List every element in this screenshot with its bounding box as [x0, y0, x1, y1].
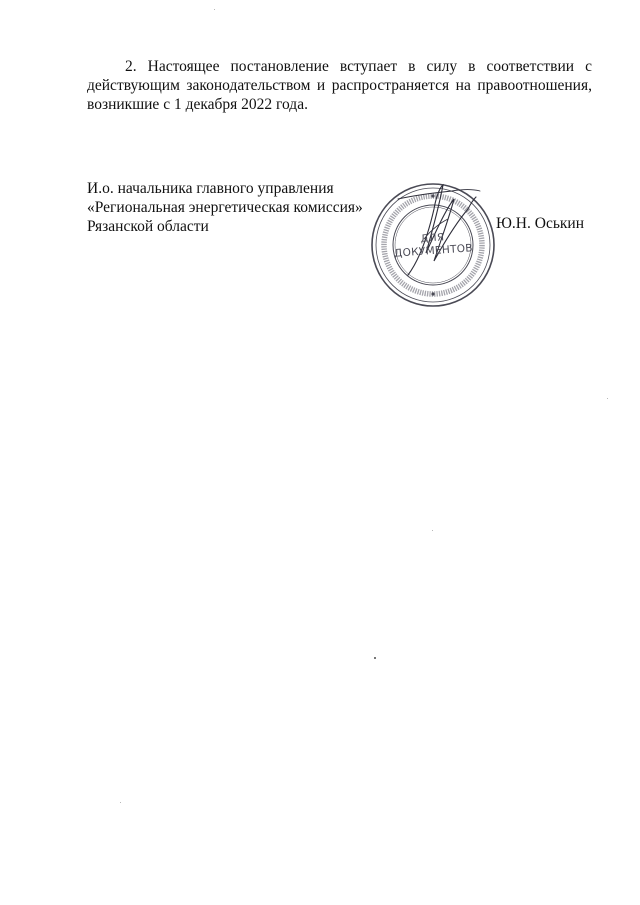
- signatory-position: [87, 179, 363, 236]
- seal-text-line-1: ДЛЯ: [420, 231, 445, 245]
- position-line-2: «Региональная энергетическая комиссия»: [87, 199, 363, 216]
- scan-artifact: [120, 802, 121, 803]
- seal-text-line-2: ДОКУМЕНТОВ: [393, 241, 474, 260]
- resolution-paragraph: 2. Настоящее постановление вступает в силу в соответствии с действующим законодательством и распространяется на правоотношения, возникшие с 1 декабря 2022 года.: [87, 58, 592, 113]
- signer-name: Ю.Н. Оськин: [496, 215, 585, 232]
- scan-artifact: [432, 530, 433, 531]
- position-line-1: И.о. начальника главного управления: [87, 180, 334, 197]
- scan-artifact: [214, 9, 215, 10]
- seal-center-text: [364, 175, 503, 314]
- scan-artifact: [607, 398, 608, 399]
- scan-artifact: [374, 657, 376, 659]
- round-seal-icon: [368, 179, 498, 309]
- position-line-3: Рязанской области: [87, 218, 209, 235]
